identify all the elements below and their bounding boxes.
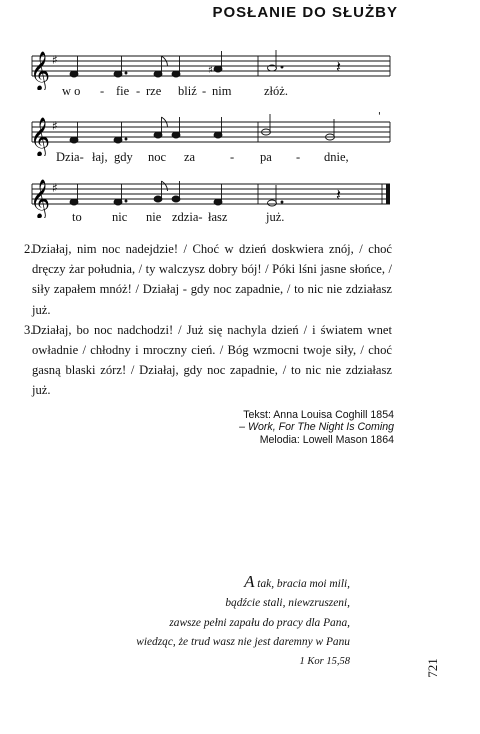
lyric-syllable: -: [100, 84, 105, 98]
lyric-syllable: w o: [62, 84, 81, 98]
lyric-syllable: rze: [146, 84, 162, 98]
quote-line: wiedząc, że trud wasz nie jest daremny w Panu: [136, 635, 350, 648]
lyric-syllable: -: [136, 84, 141, 98]
treble-clef-icon: 𝄞: [30, 179, 51, 218]
verses-block: [24, 239, 392, 401]
lyric-syllable: łasz: [208, 210, 228, 224]
lyric-syllable: nim: [212, 84, 232, 98]
lyric-syllable: nic: [112, 210, 128, 224]
quarter-rest-icon: 𝄽: [336, 185, 341, 204]
treble-clef-icon: 𝄞: [30, 51, 51, 90]
quote-line: bądźcie stali, niewzruszeni,: [225, 597, 350, 610]
page-number: 721: [424, 658, 440, 678]
lyric-syllable: Dzia-: [56, 150, 84, 164]
lyric-syllable: za: [184, 150, 196, 164]
quote-line: tak, bracia moi mili,: [254, 578, 350, 590]
verse-number: 2.: [24, 242, 34, 256]
melody-author-line: Melodia: Lowell Mason 1864: [259, 433, 394, 446]
lyric-syllable: bliź: [178, 84, 197, 98]
lyric-syllable: to: [72, 210, 82, 224]
final-barline: [386, 184, 390, 204]
lyric-syllable: nie: [146, 210, 162, 224]
original-title-line: – Work, For The Night Is Coming: [239, 421, 394, 434]
svg-text:♯: ♯: [208, 65, 213, 76]
sharp-icon: ♯: [52, 53, 58, 67]
lyric-syllable: gdy: [114, 150, 133, 164]
song-credits: [239, 409, 394, 446]
verse-number: 3.: [24, 322, 34, 337]
lyric-syllable: -: [230, 150, 235, 164]
lyric-syllable: dnie,: [324, 150, 349, 164]
text-author-line: Tekst: Anna Louisa Coghill 1854: [243, 409, 394, 421]
lyric-syllable: już.: [266, 210, 285, 224]
quote-line: zawsze pełni zapału do pracy dla Pana,: [169, 616, 350, 629]
song-title: POSŁANIE DO SŁUŻBY: [212, 4, 398, 21]
lyric-syllable: łaj,: [92, 150, 108, 164]
music-system-1: [0, 44, 480, 106]
treble-clef-icon: 𝄞: [30, 117, 51, 156]
music-system-2: [0, 110, 480, 172]
lyric-syllable: noc: [148, 150, 167, 164]
sharp-icon: ♯: [52, 119, 58, 133]
lyric-syllable: -: [202, 84, 207, 98]
lyric-syllable: -: [296, 150, 301, 164]
verse-text: Działaj, bo noc nadchodzi! / Już się nachyla dzień / i światem wnet owładnie / chłodny i mroczny cień. / Bóg wzmocni twoje siły, / choć gasną blaski zórz! / Działaj, gdy noc zapadnie, / to nic nie zdziałasz już.: [32, 322, 392, 398]
verse-text: Działaj, nim noc nadejdzie! / Choć w dzień doskwiera znój, / choć dręczy żar południa, / ty walczysz dobry bój! / Póki lśni jasne słońce, / siły zapałem mnóż! / Działaj - gdy noc zapadnie, / to nic nie zdziałasz już.: [32, 242, 392, 317]
sharp-icon: ♯: [52, 181, 58, 195]
lyric-syllable: fie: [116, 84, 130, 98]
verse-3: [24, 320, 392, 401]
lyric-syllable: złóż.: [264, 84, 288, 98]
lyric-syllable: pa: [260, 150, 272, 164]
scripture-quote: [110, 572, 350, 671]
quarter-rest-icon: 𝄽: [336, 57, 341, 76]
quote-initial: A: [244, 572, 255, 591]
quote-reference: 1 Kor 15,58: [299, 656, 350, 668]
breath-mark-icon: ': [378, 111, 381, 122]
verse-2: [24, 239, 392, 320]
music-system-3: [0, 172, 480, 234]
lyric-syllable: zdzia-: [172, 210, 203, 224]
